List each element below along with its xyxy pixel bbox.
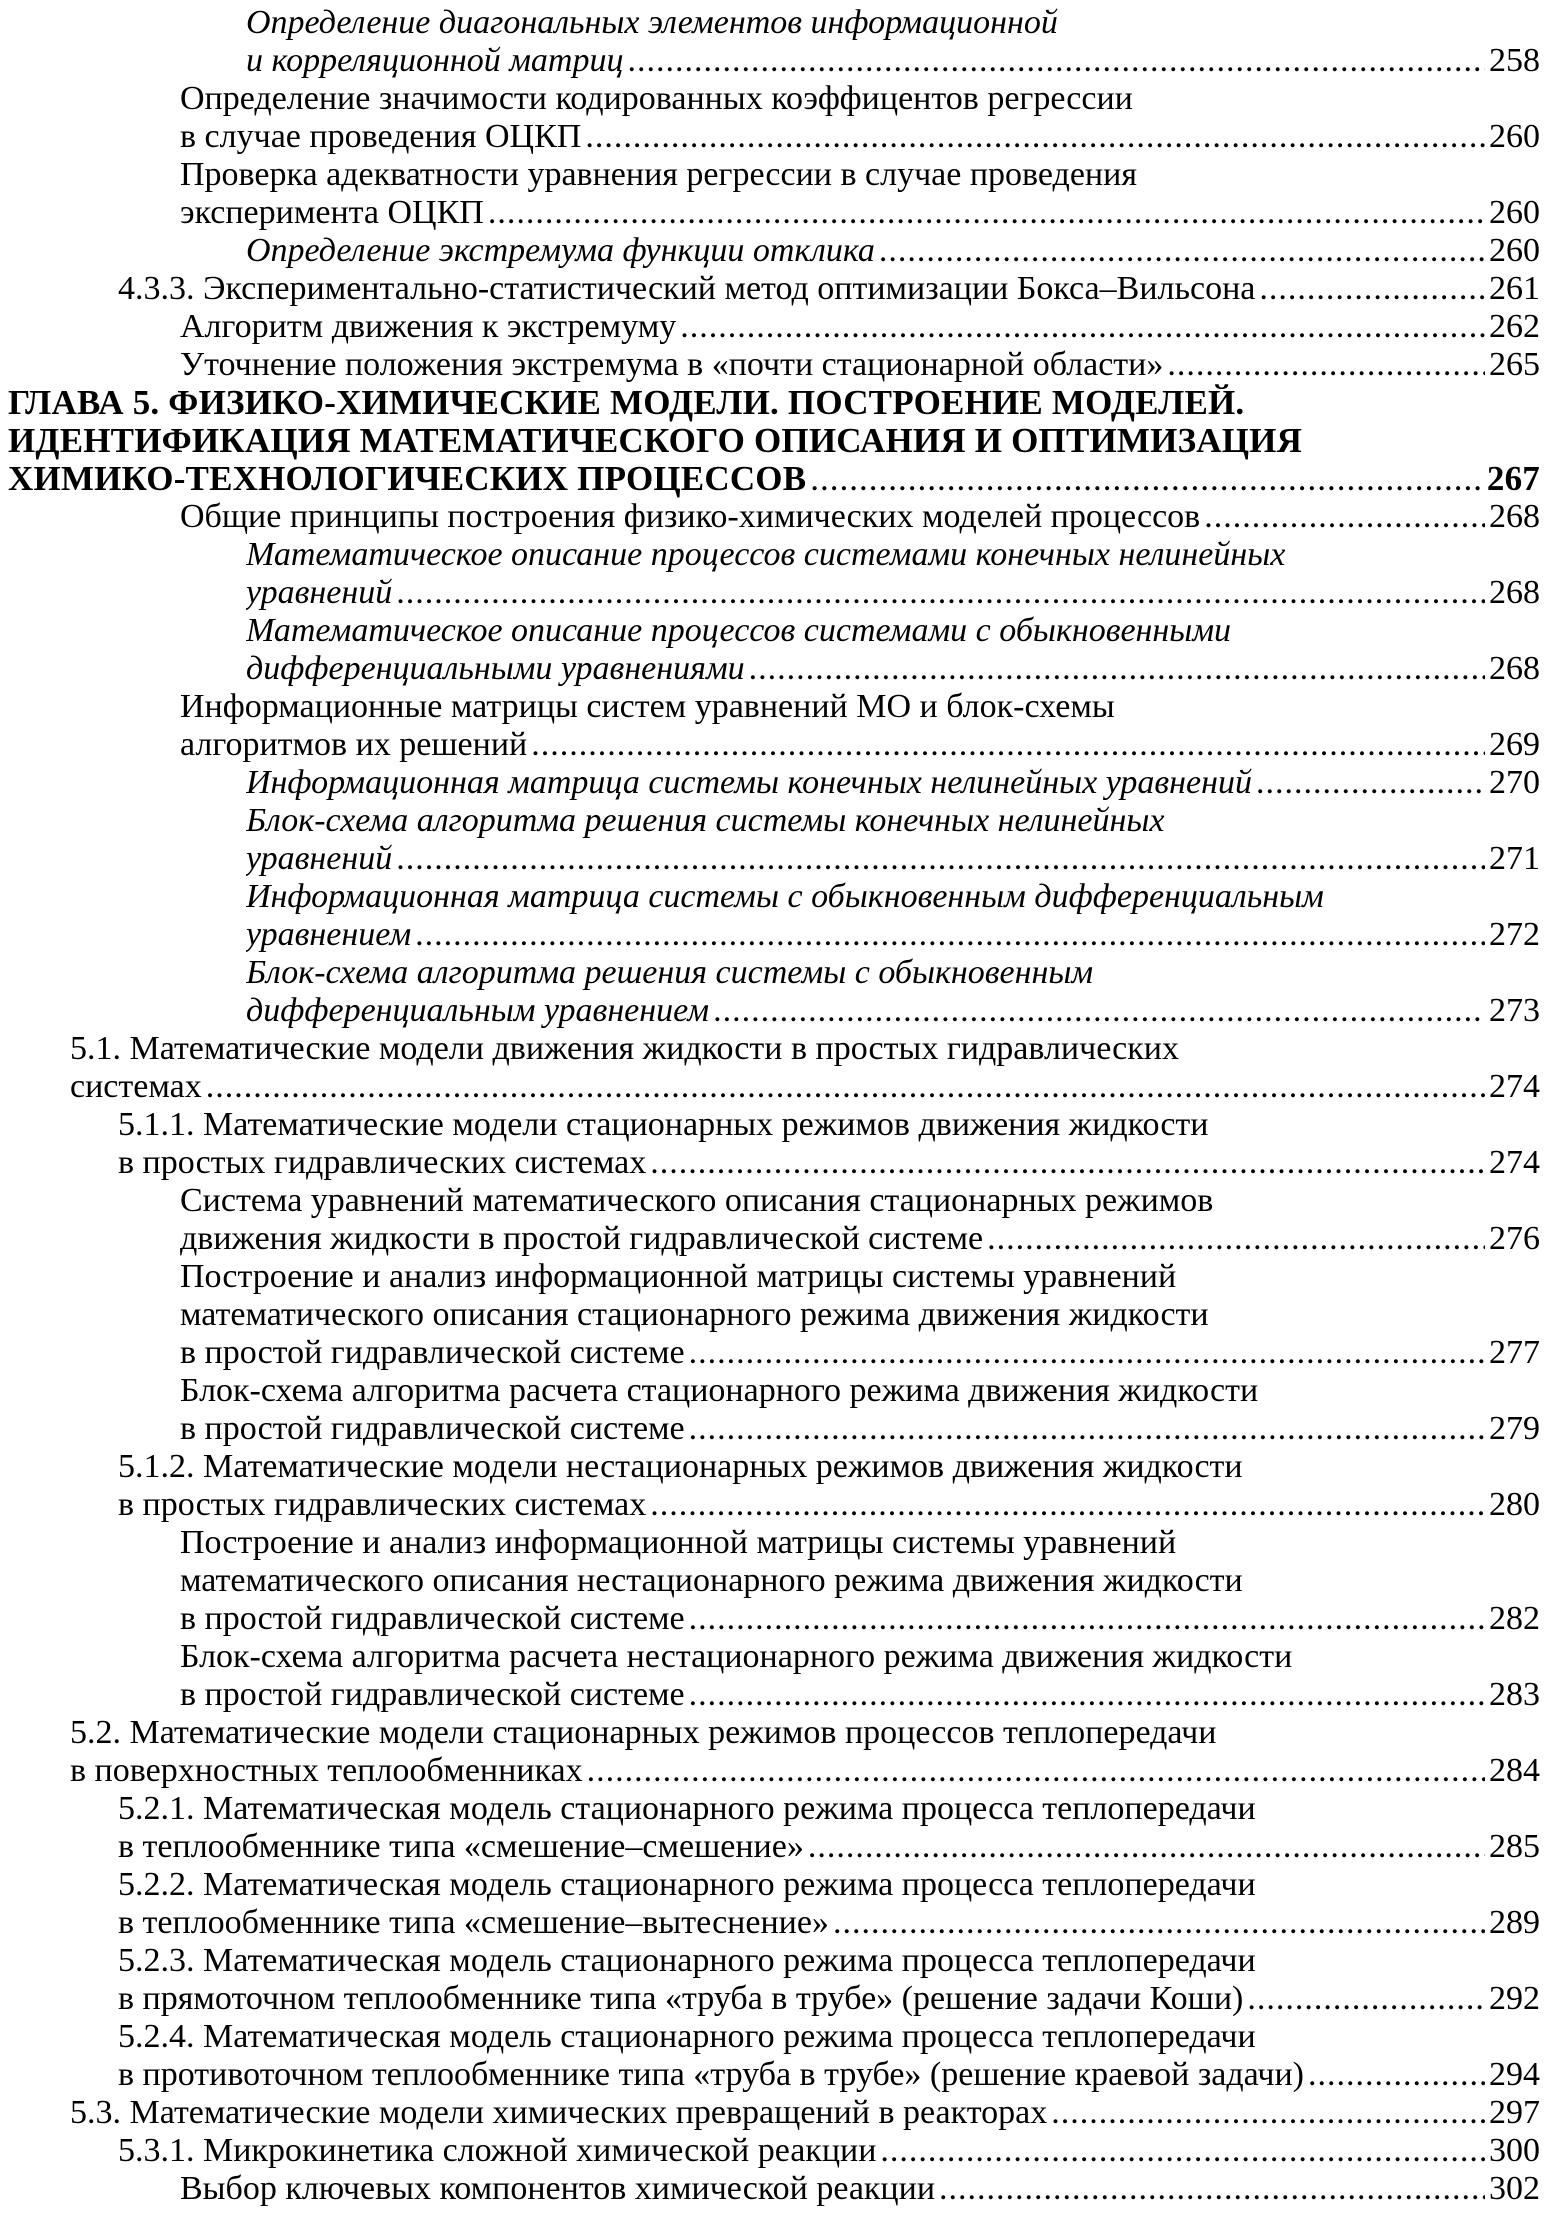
toc-entry — [180, 194, 1540, 232]
toc-entry-title: Информационные матрицы систем уравнений МО и блок-схемы — [180, 688, 1115, 725]
toc-entry-title: Общие принципы построения физико-химических моделей процессов — [180, 498, 1201, 535]
toc-entry-title: и корреляционной матриц — [246, 42, 624, 79]
toc-entry-title: в простой гидравлической системе — [180, 1600, 685, 1637]
toc-page-number: 272 — [1489, 916, 1540, 953]
toc-entry-title: ИДЕНТИФИКАЦИЯ МАТЕМАТИЧЕСКОГО ОПИСАНИЯ И ОПТИМИЗАЦИЯ — [8, 422, 1303, 460]
toc-leader-dots — [587, 1752, 1485, 1790]
toc-entry — [180, 726, 1540, 764]
toc-page-number: 273 — [1489, 992, 1540, 1029]
toc-entry-title: в простой гидравлической системе — [180, 1676, 685, 1713]
toc-leader-dots — [396, 574, 1485, 612]
toc-entry — [118, 1942, 1540, 1980]
toc-leader-dots — [749, 650, 1485, 688]
toc-entry-title: Блок-схема алгоритма расчета нестационарного режима движения жидкости — [180, 1638, 1293, 1675]
toc-entry-title: уравнением — [246, 916, 412, 953]
toc-page-number: 279 — [1489, 1410, 1540, 1447]
toc-page-number: 282 — [1489, 1600, 1540, 1637]
toc-entry-title: Математическое описание процессов системами с обыкновенными — [246, 612, 1232, 649]
toc-page-number: 300 — [1489, 2132, 1540, 2169]
toc-page-number: 274 — [1489, 1068, 1540, 1105]
toc-leader-dots — [488, 194, 1485, 232]
toc-entry — [180, 1524, 1540, 1562]
toc-entry — [246, 4, 1540, 42]
toc-entry — [118, 2018, 1540, 2056]
toc-entry — [246, 916, 1540, 954]
toc-leader-dots — [1051, 2094, 1485, 2132]
toc-entry — [180, 688, 1540, 726]
toc-entry — [180, 1182, 1540, 1220]
toc-entry — [180, 1676, 1540, 1714]
toc-entry — [246, 232, 1540, 270]
toc-entry-title: 5.1.2. Математические модели нестационарных режимов движения жидкости — [118, 1448, 1243, 1485]
toc-entry-title: ГЛАВА 5. ФИЗИКО-ХИМИЧЕСКИЕ МОДЕЛИ. ПОСТРОЕНИЕ МОДЕЛЕЙ. — [8, 384, 1245, 422]
toc-entry-title: Уточнение положения экстремума в «почти стационарной области» — [180, 346, 1164, 383]
toc-page-number: 270 — [1489, 764, 1540, 801]
toc-entry-title: ХИМИКО-ТЕХНОЛОГИЧЕСКИХ ПРОЦЕССОВ — [8, 460, 807, 498]
toc-leader-dots — [689, 1600, 1485, 1638]
toc-entry — [118, 1486, 1540, 1524]
toc-entry — [118, 2132, 1540, 2170]
toc-entry-title: в случае проведения ОЦКП — [180, 118, 582, 155]
toc-entry-title: дифференциальным уравнением — [246, 992, 710, 1029]
toc-entry — [70, 1068, 1540, 1106]
toc-leader-dots — [585, 118, 1485, 156]
toc-page-number: 280 — [1489, 1486, 1540, 1523]
toc-page-number: 265 — [1489, 346, 1540, 383]
toc-entry — [70, 1752, 1540, 1790]
toc-entry-title: дифференциальными уравнениями — [246, 650, 745, 687]
toc-leader-dots — [1204, 498, 1485, 536]
toc-entry — [118, 1904, 1540, 1942]
toc-entry — [180, 156, 1540, 194]
toc-entry — [118, 1144, 1540, 1182]
toc-entry — [246, 574, 1540, 612]
toc-entry — [180, 1220, 1540, 1258]
toc-entry — [180, 498, 1540, 536]
toc-entry-title: Определение экстремума функции отклика — [246, 232, 875, 269]
toc-page-number: 268 — [1489, 498, 1540, 535]
toc-page-number: 271 — [1489, 840, 1540, 877]
toc-page-number: 283 — [1489, 1676, 1540, 1713]
toc-entry — [180, 1410, 1540, 1448]
toc-entry-title: Определение значимости кодированных коэффицентов регрессии — [180, 80, 1133, 117]
toc-entry-title: в прямоточном теплообменнике типа «труба в трубе» (решение задачи Коши) — [118, 1980, 1244, 2017]
toc-entry — [180, 2170, 1540, 2208]
toc-entry-title: Математическое описание процессов системами конечных нелинейных — [246, 536, 1286, 573]
toc-entry — [180, 80, 1540, 118]
toc-entry-title: 5.2.3. Математическая модель стационарного режима процесса теплопередачи — [118, 1942, 1256, 1979]
toc-entry — [180, 1372, 1540, 1410]
toc-entry — [180, 1334, 1540, 1372]
toc-entry-title: в простых гидравлических системах — [118, 1144, 647, 1181]
toc-leader-dots — [987, 1220, 1485, 1258]
toc-entry — [180, 1600, 1540, 1638]
toc-leader-dots — [879, 232, 1485, 270]
toc-page-number: 276 — [1489, 1220, 1540, 1257]
toc-entry-title: Построение и анализ информационной матрицы системы уравнений — [180, 1524, 1177, 1561]
toc-page-number: 269 — [1489, 726, 1540, 763]
toc-entry — [118, 270, 1540, 308]
toc-entry — [118, 2056, 1540, 2094]
toc-leader-dots — [650, 1144, 1485, 1182]
toc-entry — [180, 118, 1540, 156]
toc-leader-dots — [689, 1334, 1485, 1372]
toc-entry-title: математического описания нестационарного режима движения жидкости — [180, 1562, 1243, 1599]
toc-page-number: 294 — [1489, 2056, 1540, 2093]
toc-page-number: 285 — [1489, 1828, 1540, 1865]
toc-entry-title: в простой гидравлической системе — [180, 1334, 685, 1371]
toc-entry-title: уравнений — [246, 574, 393, 611]
toc-entry-title: 5.3. Математические модели химических превращений в реакторах — [70, 2094, 1048, 2131]
toc-entry-title: Информационная матрица системы с обыкновенным дифференциальным — [246, 878, 1324, 915]
toc-page-number: 260 — [1489, 194, 1540, 231]
toc-leader-dots — [808, 1828, 1485, 1866]
toc-leader-dots — [833, 1904, 1485, 1942]
toc-leader-dots — [415, 916, 1485, 954]
toc-entry — [180, 1562, 1540, 1600]
toc-leader-dots — [531, 726, 1485, 764]
toc-entry — [8, 384, 1540, 422]
toc-entry-title: 5.1.1. Математические модели стационарных режимов движения жидкости — [118, 1106, 1209, 1143]
toc-page-number: 260 — [1489, 232, 1540, 269]
toc-entry-title: Система уравнений математического описания стационарных режимов — [180, 1182, 1214, 1219]
toc-leader-dots — [689, 1676, 1485, 1714]
toc-page-number: 284 — [1489, 1752, 1540, 1789]
toc-page-number: 297 — [1489, 2094, 1540, 2131]
toc-entry-title: Алгоритм движения к экстремуму — [180, 308, 677, 345]
toc-entry — [180, 1258, 1540, 1296]
toc-entry — [246, 878, 1540, 916]
toc-entry — [180, 308, 1540, 346]
toc-entry-title: 5.2.4. Математическая модель стационарного режима процесса теплопередачи — [118, 2018, 1256, 2055]
toc-entry — [246, 536, 1540, 574]
toc-page-number: 267 — [1486, 460, 1540, 498]
toc-entry-title: уравнений — [246, 840, 393, 877]
toc-leader-dots — [1247, 1980, 1485, 2018]
toc-leader-dots — [880, 2132, 1485, 2170]
toc-leader-dots — [1259, 270, 1485, 308]
toc-leader-dots — [689, 1410, 1485, 1448]
toc-entry — [180, 346, 1540, 384]
toc-entry — [70, 1030, 1540, 1068]
toc-leader-dots — [650, 1486, 1485, 1524]
toc-leader-dots — [680, 308, 1485, 346]
toc-leader-dots — [939, 2170, 1485, 2208]
toc-entry — [246, 992, 1540, 1030]
toc-page-number: 268 — [1489, 650, 1540, 687]
toc-entry-title: Информационная матрица системы конечных нелинейных уравнений — [246, 764, 1252, 801]
toc-page-number: 277 — [1489, 1334, 1540, 1371]
toc-entry-title: 5.2. Математические модели стационарных режимов процессов теплопередачи — [70, 1714, 1217, 1751]
toc-entry-title: 4.3.3. Экспериментально-статистический метод оптимизации Бокса–Вильсона — [118, 270, 1256, 307]
toc-entry-title: эксперимента ОЦКП — [180, 194, 484, 231]
toc-entry — [180, 1638, 1540, 1676]
toc-page-number: 261 — [1489, 270, 1540, 307]
toc-entry — [246, 802, 1540, 840]
toc-page-number: 260 — [1489, 118, 1540, 155]
toc-leader-dots — [1167, 346, 1485, 384]
toc-entry-title: в теплообменнике типа «смешение–вытеснение» — [118, 1904, 829, 1941]
toc-entry — [8, 460, 1540, 498]
toc-page-number: 289 — [1489, 1904, 1540, 1941]
toc-page-number: 292 — [1489, 1980, 1540, 2017]
toc-page-number: 268 — [1489, 574, 1540, 611]
toc-entry — [70, 2094, 1540, 2132]
toc-entry-title: 5.3.1. Микрокинетика сложной химической реакции — [118, 2132, 877, 2169]
toc-page-number: 274 — [1489, 1144, 1540, 1181]
toc-entry — [246, 764, 1540, 802]
toc-entry — [246, 840, 1540, 878]
toc-entry-title: Блок-схема алгоритма расчета стационарного режима движения жидкости — [180, 1372, 1259, 1409]
toc-entry — [246, 954, 1540, 992]
toc-entry-title: 5.2.1. Математическая модель стационарного режима процесса теплопередачи — [118, 1790, 1256, 1827]
toc-entry — [246, 650, 1540, 688]
toc-entry-title: в простой гидравлической системе — [180, 1410, 685, 1447]
toc-leader-dots — [810, 460, 1483, 498]
toc-leader-dots — [206, 1068, 1485, 1106]
toc-entry-title: в противоточном теплообменнике типа «труба в трубе» (решение краевой задачи) — [118, 2056, 1304, 2093]
toc-entry-title: Блок-схема алгоритма решения системы конечных нелинейных — [246, 802, 1165, 839]
toc-entry-title: Блок-схема алгоритма решения системы с обыкновенным — [246, 954, 1094, 991]
toc-entry-title: в простых гидравлических системах — [118, 1486, 647, 1523]
toc-page-number: 262 — [1489, 308, 1540, 345]
toc-entry-title: Выбор ключевых компонентов химической реакции — [180, 2170, 936, 2207]
toc-leader-dots — [396, 840, 1485, 878]
toc-entry — [118, 1448, 1540, 1486]
toc-entry-title: в поверхностных теплообменниках — [70, 1752, 583, 1789]
toc-entry-title: системах — [70, 1068, 202, 1105]
toc-entry — [8, 422, 1540, 460]
toc-entry-title: Проверка адекватности уравнения регрессии в случае проведения — [180, 156, 1137, 193]
toc-entry — [118, 1866, 1540, 1904]
toc-entry-title: 5.2.2. Математическая модель стационарного режима процесса теплопередачи — [118, 1866, 1256, 1903]
toc-entry — [118, 1106, 1540, 1144]
toc-entry-title: Построение и анализ информационной матрицы системы уравнений — [180, 1258, 1177, 1295]
toc-page-number: 302 — [1489, 2170, 1540, 2207]
toc-entry — [246, 612, 1540, 650]
toc-entry — [118, 1980, 1540, 2018]
toc-entry-title: 5.1. Математические модели движения жидкости в простых гидравлических — [70, 1030, 1179, 1067]
toc-entry-title: математического описания стационарного режима движения жидкости — [180, 1296, 1209, 1333]
toc-entry — [246, 42, 1540, 80]
toc-page-number: 258 — [1489, 42, 1540, 79]
toc-leader-dots — [627, 42, 1485, 80]
toc-entry-title: в теплообменнике типа «смешение–смешение» — [118, 1828, 804, 1865]
toc-entry-title: Определение диагональных элементов информационной — [246, 4, 1058, 41]
toc-entry-title: движения жидкости в простой гидравлической системе — [180, 1220, 984, 1257]
toc-leader-dots — [713, 992, 1485, 1030]
toc-entry — [70, 1714, 1540, 1752]
toc-leader-dots — [1256, 764, 1485, 802]
toc-leader-dots — [1308, 2056, 1485, 2094]
toc-entry — [118, 1828, 1540, 1866]
toc-entry — [118, 1790, 1540, 1828]
toc-entry — [180, 1296, 1540, 1334]
toc-entry-title: алгоритмов их решений — [180, 726, 528, 763]
